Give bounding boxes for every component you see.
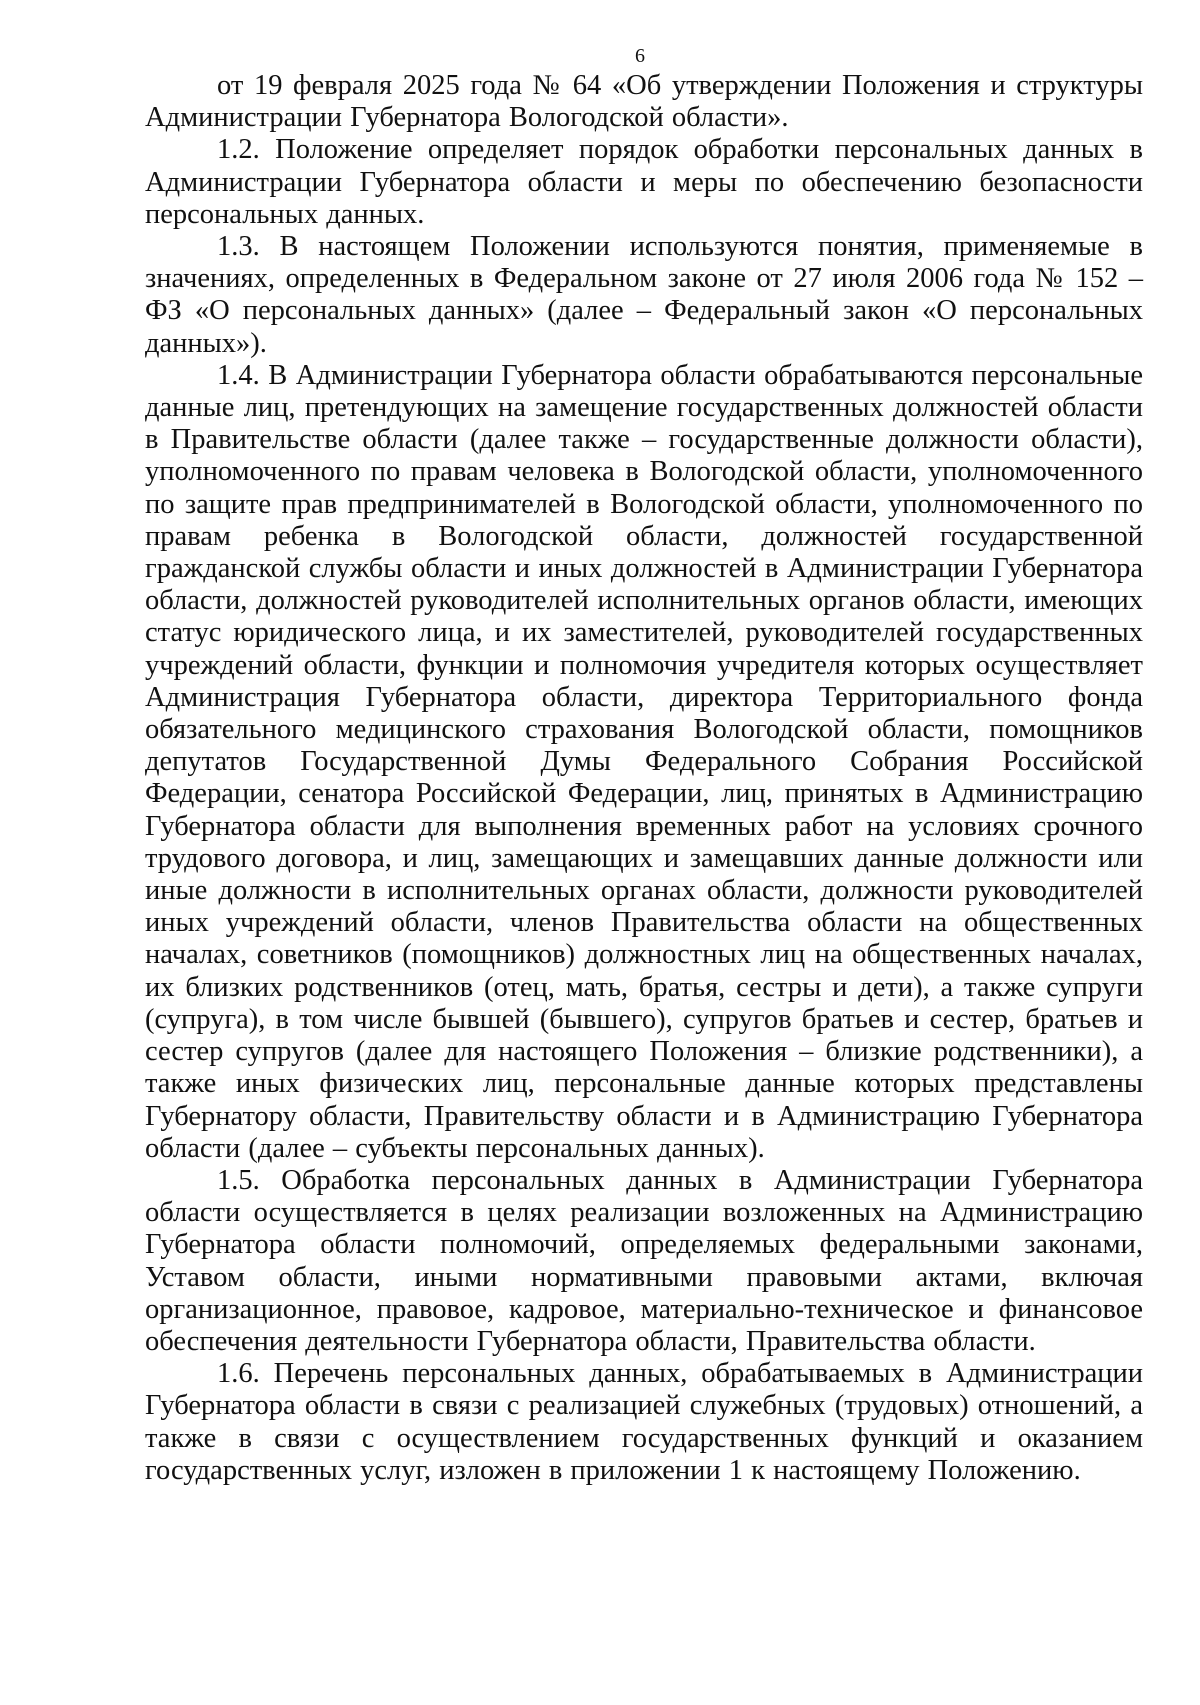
page-number: 6: [635, 45, 645, 67]
paragraph-1-2: 1.2. Положение определяет порядок обработки персональных данных в Администрации Губернатора области и меры по обеспечению безопасности персональных данных.: [145, 134, 1143, 230]
paragraph-1-3: 1.3. В настоящем Положении используются понятия, применяемые в значениях, определенных в Федеральном законе от 27 июля 2006 года № 152 – ФЗ «О персональных данных» (далее – Федеральный закон «О персональных данных»).: [145, 231, 1143, 359]
paragraph-1-5: 1.5. Обработка персональных данных в Администрации Губернатора области осуществляется в целях реализации возложенных на Администрацию Губернатора области полномочий, определяемых федеральными законами, Уставом области, иными нормативными правовыми актами, включая организационное, правовое, кадровое, материально-техническое и финансовое обеспечения деятельности Губернатора области, Правительства области.: [145, 1164, 1143, 1357]
paragraph-continuation: от 19 февраля 2025 года № 64 «Об утверждении Положения и структуры Администрации Губернатора Вологодской области».: [145, 70, 1143, 134]
paragraph-1-4: 1.4. В Администрации Губернатора области обрабатываются персональные данные лиц, претендующих на замещение государственных должностей области в Правительстве области (далее также – государственные должности области), уполномоченного по правам человека в Вологодской области, уполномоченного по защите прав предпринимателей в Вологодской области, уполномоченного по правам ребенка в Вологодской области, должностей государственной гражданской службы области и иных должностей в Администрации Губернатора области, должностей руководителей исполнительных органов области, имеющих статус юридического лица, и их заместителей, руководителей государственных учреждений области, функции и полномочия учредителя которых осуществляет Администрация Губернатора области, директора Территориального фонда обязательного медицинского страхования Вологодской области, помощников депутатов Государственной Думы Федерального Собрания Российской Федерации, сенатора Российской Федерации, лиц, принятых в Администрацию Губернатора области для выполнения временных работ на условиях срочного трудового договора, и лиц, замещающих и замещавших данные должности или иные должности в исполнительных органах области, должности руководителей иных учреждений области, членов Правительства области на общественных началах, советников (помощников) должностных лиц на общественных началах, их близких родственников (отец, мать, братья, сестры и дети), а также супруги (супруга), в том числе бывшей (бывшего), супругов братьев и сестер, братьев и сестер супругов (далее для настоящего Положения – близкие родственники), а также иных физических лиц, персональные данные которых представлены Губернатору области, Правительству области и в Администрацию Губернатора области (далее – субъекты персональных данных).: [145, 359, 1143, 1164]
document-body: [145, 70, 1143, 1487]
paragraph-1-6: 1.6. Перечень персональных данных, обрабатываемых в Администрации Губернатора области в связи с реализацией служебных (трудовых) отношений, а также в связи с осуществлением государственных функций и оказанием государственных услуг, изложен в приложении 1 к настоящему Положению.: [145, 1358, 1143, 1486]
